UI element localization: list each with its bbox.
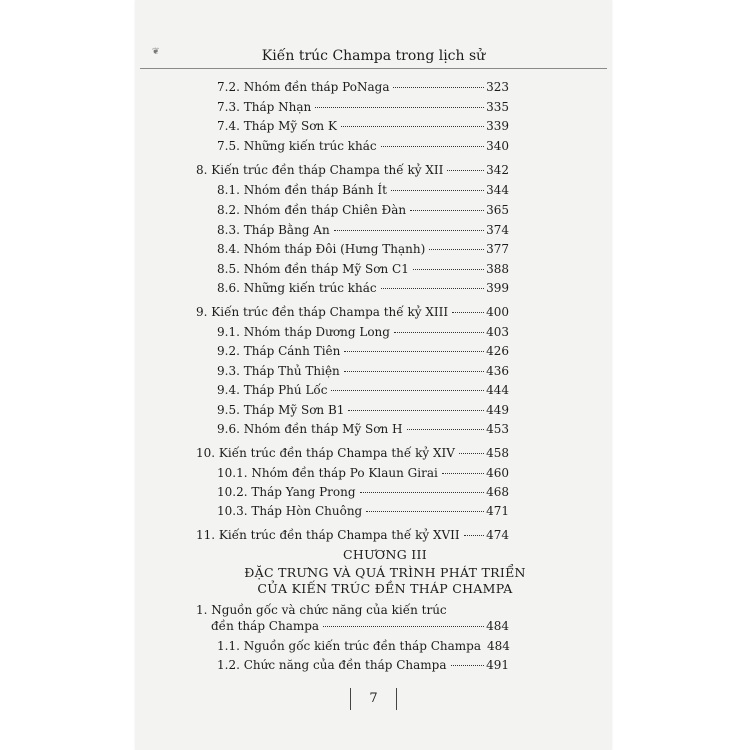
toc-entry — [217, 78, 509, 96]
toc-entry-page: 344 — [486, 183, 509, 197]
toc-entry-label: 1.1. Nguồn gốc kiến trúc đền tháp Champa — [217, 639, 482, 653]
toc-entry — [217, 240, 509, 258]
dot-leader — [410, 210, 484, 211]
toc-entry-label: 7.3. Tháp Nhạn — [217, 100, 312, 114]
toc-entry-page: 400 — [486, 305, 509, 319]
toc-entry-page: 474 — [486, 528, 509, 542]
dot-leader — [413, 269, 484, 270]
toc-entry — [217, 362, 509, 380]
toc-entry-label: 8.6. Những kiến trúc khác — [217, 281, 377, 295]
dot-leader — [442, 473, 484, 474]
toc-entry-label: 7.4. Tháp Mỹ Sơn K — [217, 119, 337, 133]
dot-leader — [447, 170, 484, 171]
toc-entry — [217, 117, 509, 135]
toc-entry — [217, 201, 509, 219]
toc-entry-label: 8.2. Nhóm đền tháp Chiên Đàn — [217, 203, 407, 217]
toc-entry-page: 377 — [486, 242, 509, 256]
toc-entry-page: 340 — [486, 139, 509, 153]
dot-leader — [360, 492, 485, 493]
toc-entry — [217, 656, 509, 674]
toc-entry — [217, 637, 509, 655]
toc-entry-page: 436 — [486, 364, 509, 378]
toc-entry — [217, 181, 509, 199]
toc-entry-page: 374 — [486, 223, 509, 237]
toc-entry-page: 403 — [486, 325, 509, 339]
toc-entry-page: 323 — [486, 80, 509, 94]
toc-entry-page: 491 — [486, 658, 509, 672]
chapter-title-line2: CỦA KIẾN TRÚC ĐỀN THÁP CHAMPA — [257, 581, 513, 596]
toc-entry-label: 8.4. Nhóm tháp Đôi (Hưng Thạnh) — [217, 242, 426, 256]
dot-leader — [452, 312, 484, 313]
toc-entry-label: 9.5. Tháp Mỹ Sơn B1 — [217, 403, 345, 417]
toc-entry-page: 444 — [486, 383, 509, 397]
toc-entry — [196, 303, 509, 321]
toc-entry-page: 335 — [486, 100, 509, 114]
toc-entry — [196, 161, 509, 179]
dot-leader — [344, 351, 484, 352]
toc-entry — [217, 279, 509, 297]
toc-entry-page: 468 — [486, 485, 509, 499]
toc-entry-label: 8.3. Tháp Bằng An — [217, 223, 330, 237]
toc-entry — [196, 444, 509, 462]
table-of-contents — [135, 0, 612, 750]
toc-entry-page: 453 — [486, 422, 509, 436]
ornament-icon: ❦ — [152, 47, 160, 57]
dot-leader — [391, 190, 484, 191]
toc-entry-label: 9.3. Tháp Thủ Thiện — [217, 364, 340, 378]
toc-entry-page: 484 — [487, 639, 510, 653]
toc-entry — [217, 381, 509, 399]
dot-leader — [464, 535, 484, 536]
toc-entry — [217, 342, 509, 360]
dot-leader — [348, 410, 484, 411]
toc-entry-label: 7.2. Nhóm đền tháp PoNaga — [217, 80, 390, 94]
toc-entry-page: 399 — [486, 281, 509, 295]
dot-leader — [315, 107, 484, 108]
toc-entry-label: 9. Kiến trúc đền tháp Champa thế kỷ XIII — [196, 305, 449, 319]
dot-leader — [429, 249, 484, 250]
dot-leader — [366, 511, 484, 512]
toc-entry-label: 1.2. Chức năng của đền tháp Champa — [217, 658, 447, 672]
toc-entry — [217, 260, 509, 278]
toc-entry-page: 426 — [486, 344, 509, 358]
dot-leader — [341, 126, 484, 127]
dot-leader — [393, 87, 484, 88]
dot-leader — [407, 429, 485, 430]
dot-leader — [344, 371, 484, 372]
toc-entry — [196, 526, 509, 544]
dot-leader — [451, 665, 485, 666]
toc-entry-label: 7.5. Những kiến trúc khác — [217, 139, 377, 153]
toc-entry-page: 484 — [486, 619, 509, 633]
toc-entry-continuation: 1. Nguồn gốc và chức năng của kiến trúc — [196, 603, 447, 617]
toc-entry-label: 8. Kiến trúc đền tháp Champa thế kỷ XII — [196, 163, 444, 177]
dot-leader — [334, 230, 484, 231]
dot-leader — [394, 332, 484, 333]
toc-entry-page: 339 — [486, 119, 509, 133]
toc-entry-page: 471 — [486, 504, 509, 518]
toc-entry-label: 9.2. Tháp Cánh Tiên — [217, 344, 341, 358]
toc-entry-label: 10.3. Tháp Hòn Chuông — [217, 504, 363, 518]
toc-entry-page: 388 — [486, 262, 509, 276]
toc-entry — [217, 401, 509, 419]
toc-entry — [217, 483, 509, 501]
toc-entry — [217, 137, 509, 155]
book-page — [135, 0, 612, 750]
toc-entry — [217, 464, 509, 482]
toc-entry-label: 10.2. Tháp Yang Prong — [217, 485, 356, 499]
dot-leader — [459, 453, 484, 454]
toc-entry-label: 10. Kiến trúc đền tháp Champa thế kỷ XIV — [196, 446, 455, 460]
dot-leader — [381, 146, 484, 147]
toc-entry-label: 9.6. Nhóm đền tháp Mỹ Sơn H — [217, 422, 403, 436]
toc-entry-page: 449 — [486, 403, 509, 417]
toc-entry-page: 365 — [486, 203, 509, 217]
dot-leader — [331, 390, 484, 391]
chapter-title-line1: ĐẶC TRƯNG VÀ QUÁ TRÌNH PHÁT TRIỂN — [244, 565, 526, 580]
toc-entry — [217, 420, 509, 438]
toc-entry-label: 8.5. Nhóm đền tháp Mỹ Sơn C1 — [217, 262, 409, 276]
toc-entry-label: 11. Kiến trúc đền tháp Champa thế kỷ XVII — [196, 528, 460, 542]
toc-entry — [217, 323, 509, 341]
toc-entry-page: 342 — [486, 163, 509, 177]
toc-entry-label: 9.1. Nhóm tháp Dương Long — [217, 325, 390, 339]
toc-entry — [211, 617, 509, 635]
toc-entry — [217, 502, 509, 520]
toc-entry-page: 460 — [486, 466, 509, 480]
toc-entry-label: 10.1. Nhóm đền tháp Po Klaun Girai — [217, 466, 438, 480]
toc-entry — [217, 98, 509, 116]
toc-entry-label: 8.1. Nhóm đền tháp Bánh Ít — [217, 183, 387, 197]
header-title: Kiến trúc Champa trong lịch sử — [261, 48, 486, 64]
toc-entry-label: 9.4. Tháp Phú Lốc — [217, 383, 328, 397]
toc-entry — [217, 221, 509, 239]
page-number: 7 — [350, 688, 397, 710]
chapter-number: CHƯƠNG III — [343, 547, 427, 562]
toc-entry-page: 458 — [486, 446, 509, 460]
dot-leader — [323, 626, 484, 627]
dot-leader — [381, 288, 484, 289]
toc-entry-label: đền tháp Champa — [211, 619, 320, 633]
